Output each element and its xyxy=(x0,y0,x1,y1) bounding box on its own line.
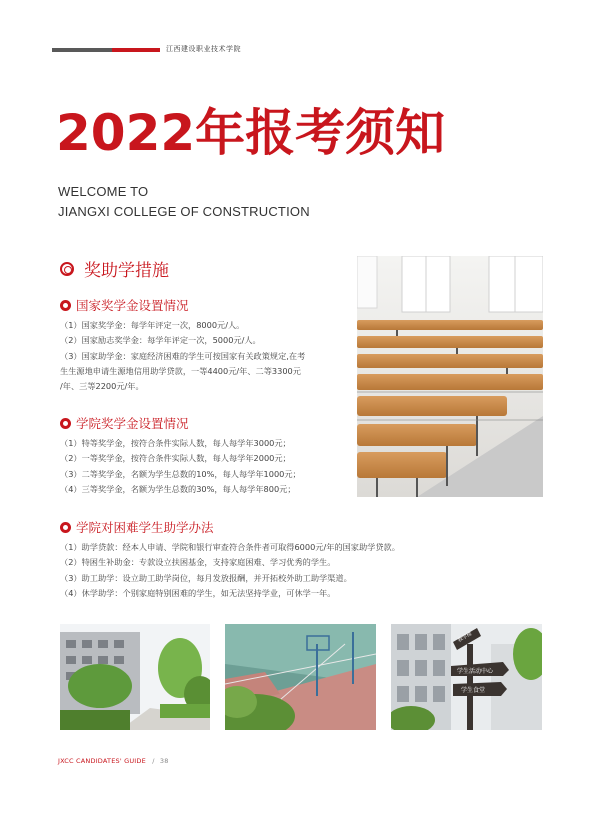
list-item: （3）国家助学金：家庭经济困难的学生可按国家有关政策规定,在考 xyxy=(60,350,306,361)
header-bar-red xyxy=(112,48,160,52)
list-item: （1）助学贷款：经本人申请、学院和银行审查符合条件者可取得6000元/年的国家助学贷款。 xyxy=(60,542,400,552)
national-list xyxy=(60,318,305,394)
page-title: 2022年报考须知 xyxy=(56,104,446,162)
national-heading-text: 国家奖学金设置情况 xyxy=(76,298,189,313)
list-item: （2）国家励志奖学金：每学年评定一次，5000元/人。 xyxy=(60,335,261,346)
header-bar-gray xyxy=(52,48,112,52)
aid-list xyxy=(60,540,400,601)
list-item: （3）助工助学：设立助工助学岗位，每月发放报酬，并开拓校外助工助学渠道。 xyxy=(60,572,352,583)
classroom-photo xyxy=(357,256,543,497)
campus-building-photo xyxy=(60,624,210,730)
list-item: （1）特等奖学金，按符合条件实际人数，每人每学年3000元； xyxy=(60,438,291,448)
welcome-line-1: WELCOME TO xyxy=(58,184,149,199)
list-item: 生生源地申请生源地信用助学贷款，一等4400元/年、二等3300元 xyxy=(60,365,301,376)
flower-icon xyxy=(60,300,71,311)
signpost-label: 教学楼 xyxy=(457,631,474,644)
list-item: （1）国家奖学金：每学年评定一次，8000元/人。 xyxy=(60,320,245,330)
footer xyxy=(58,757,169,765)
aid-heading-text: 学院对困难学生助学办法 xyxy=(76,520,214,535)
aid-heading xyxy=(60,518,214,536)
signpost-label: 学生食堂 xyxy=(461,687,486,694)
section-title xyxy=(60,256,169,281)
ring-icon xyxy=(60,262,74,276)
list-item: /年、三等2200元/年。 xyxy=(60,381,144,392)
signpost-photo xyxy=(391,624,542,730)
sports-court-photo xyxy=(225,624,376,730)
list-item: （4）休学助学：个别家庭特别困难的学生，如无法坚持学业，可休学一年。 xyxy=(60,587,336,598)
list-item: （2）一等奖学金，按符合条件实际人数，每人每学年2000元； xyxy=(60,453,291,464)
college-logo: 江西建设职业技术学院 xyxy=(166,45,241,53)
national-heading xyxy=(60,296,189,314)
college-list xyxy=(60,436,301,497)
section-title-text: 奖助学措施 xyxy=(84,261,169,281)
flower-icon xyxy=(60,418,71,429)
list-item: （2）特困生补助金：专款设立扶困基金，支持家庭困难、学习优秀的学生。 xyxy=(60,557,336,568)
college-heading-text: 学院奖学金设置情况 xyxy=(76,416,189,431)
flower-icon xyxy=(60,522,71,533)
footer-separator: / xyxy=(152,757,155,765)
page-number: 38 xyxy=(159,757,169,765)
footer-guide: JXCC CANDIDATES' GUIDE xyxy=(58,757,146,765)
welcome-block xyxy=(58,182,310,222)
signpost-label: 学生活动中心 xyxy=(457,668,494,675)
welcome-line-2: JIANGXI COLLEGE OF CONSTRUCTION xyxy=(58,204,310,219)
list-item: （4）三等奖学金，名额为学生总数的30%，每人每学年800元； xyxy=(60,483,296,494)
list-item: （3）二等奖学金，名额为学生总数的10%，每人每学年1000元； xyxy=(60,468,301,479)
college-heading xyxy=(60,414,189,432)
